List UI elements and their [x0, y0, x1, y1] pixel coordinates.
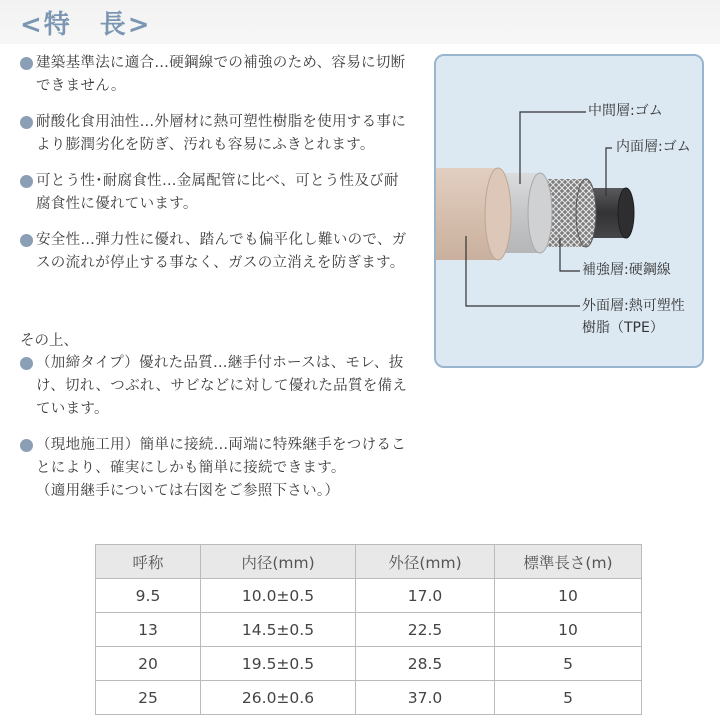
table-cell: 10.0±0.5	[201, 579, 356, 613]
inner-layer-label: 内面層:ゴム	[616, 139, 691, 155]
list-item	[20, 229, 412, 275]
hose-structure-diagram	[434, 54, 704, 368]
intro-text: その上、	[20, 333, 78, 349]
feature-list-additional	[20, 352, 412, 516]
table-cell: 26.0±0.6	[201, 681, 356, 715]
table-cell: 22.5	[356, 613, 495, 647]
bullet-icon	[20, 357, 33, 370]
table-cell: 20	[96, 647, 201, 681]
table-cell: 28.5	[356, 647, 495, 681]
bullet-icon	[20, 234, 33, 247]
table-cell: 17.0	[356, 579, 495, 613]
spec-table	[95, 544, 642, 715]
table-header-row	[96, 545, 642, 579]
column-header: 呼称	[96, 545, 201, 579]
feature-text: （加締タイプ）優れた品質…継手付ホースは、モレ、抜け、切れ、つぶれ、サビなどに対して優れた品質を備えています。	[36, 355, 408, 417]
table-cell: 19.5±0.5	[201, 647, 356, 681]
table-cell: 37.0	[356, 681, 495, 715]
table-cell: 10	[495, 579, 642, 613]
table-row	[96, 579, 642, 613]
outer-layer-label-line1: 外面層:熱可塑性	[582, 298, 685, 314]
bullet-icon	[20, 439, 33, 452]
feature-text: 耐酸化食用油性…外層材に熱可塑性樹脂を使用する事により膨潤劣化を防ぎ、汚れも容易にふきとれます。	[36, 114, 406, 153]
reinforce-layer-label: 補強層:硬鋼線	[582, 262, 671, 278]
outer-layer	[436, 168, 511, 260]
hose-cross-section	[436, 56, 706, 370]
column-header: 標準長さ(m)	[495, 545, 642, 579]
table-cell: 5	[495, 647, 642, 681]
table-row	[96, 613, 642, 647]
feature-text-main: （現地施工用）簡単に接続…両端に特殊継手をつけることにより、確実にしかも簡単に接続できます。	[36, 437, 406, 476]
feature-text: 可とう性･耐腐食性…金属配管に比べ、可とう性及び耐腐食性に優れています。	[36, 173, 399, 212]
feature-text: 安全性…弾力性に優れ、踏んでも偏平化し難いので、ガスの流れが停止する事なく、ガスの立消えを防ぎます。	[36, 232, 407, 271]
table-cell: 5	[495, 681, 642, 715]
bullet-icon	[20, 116, 33, 129]
list-item	[20, 52, 412, 98]
bullet-icon	[20, 175, 33, 188]
table-row	[96, 681, 642, 715]
list-item	[20, 170, 412, 216]
column-header: 内径(mm)	[201, 545, 356, 579]
feature-text	[36, 434, 412, 503]
bullet-icon	[20, 57, 33, 70]
list-item	[20, 352, 412, 421]
outer-layer-label-line2: 樹脂（TPE）	[582, 320, 664, 336]
list-item	[20, 434, 412, 503]
page-title: <特 長>	[20, 10, 152, 40]
table-row	[96, 647, 642, 681]
column-header: 外径(mm)	[356, 545, 495, 579]
feature-note: （適用継手については右図をご参照下さい。）	[36, 483, 340, 499]
feature-list	[20, 52, 412, 288]
table-cell: 13	[96, 613, 201, 647]
middle-layer-label: 中間層:ゴム	[588, 103, 663, 119]
table-cell: 25	[96, 681, 201, 715]
table-cell: 10	[495, 613, 642, 647]
list-item	[20, 111, 412, 157]
feature-text: 建築基準法に適合…硬鋼線での補強のため、容易に切断できません。	[36, 55, 406, 94]
table-cell: 14.5±0.5	[201, 613, 356, 647]
table-cell: 9.5	[96, 579, 201, 613]
